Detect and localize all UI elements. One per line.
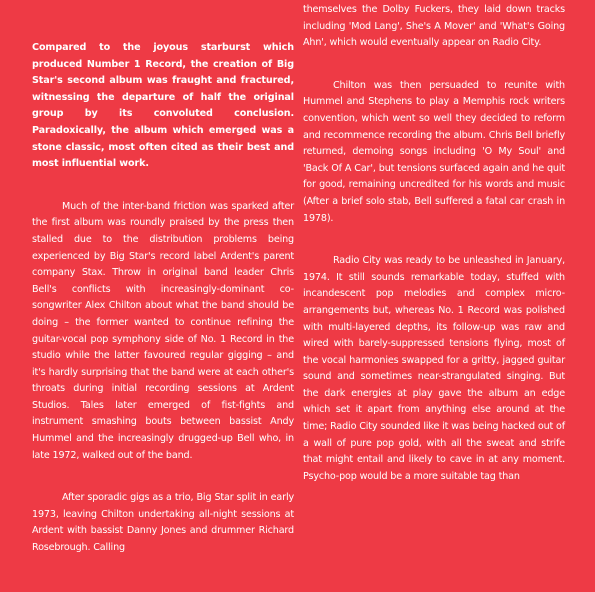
right-column [303, 2, 565, 485]
paragraph-gap [303, 52, 565, 78]
left-column [32, 40, 294, 557]
body-paragraph: Chilton was then persuaded to reunite with Hummel and Stephens to play a Memphis rock writers convention, which went so well they decided to reform and recommence recording the album. Chris Bell briefly returned, demoing songs including 'O My Soul' and 'Back Of A Car', but tensions surfaced again and he quit for good, remaining uncredited for his words and music (After a brief solo stab, Bell suffered a fatal car crash in 1978). [303, 79, 565, 224]
body-paragraph: themselves the Dolby Fuckers, they laid down tracks including 'Mod Lang', She's A Mover' and 'What's Going Ahn', which would eventually appear on Radio City. [303, 4, 565, 49]
paragraph-gap [32, 464, 294, 490]
paragraph-gap [303, 227, 565, 253]
paragraph-gap [32, 173, 294, 199]
body-paragraph: Much of the inter-band friction was sparked after the first album was roundly praised by the press then stalled due to the distribution problems being experienced by Big Star's record label Ardent's parent company Stax. Throw in original band leader Chris Bell's conflicts with increasingly-dominant co-songwriter Alex Chilton about what the band should be doing – the former wanted to continue refining the guitar-vocal pop symphony side of No. 1 Record in the studio while the latter favoured regular gigging – and it's hardly surprising that the band were at each other's throats during initial recording sessions at Ardent Studios. Tales later emerged of fist-fights and instrument smashing bouts between bassist Andy Hummel and the increasingly drugged-up Bell who, in late 1972, walked out of the band. [32, 200, 294, 461]
body-paragraph: After sporadic gigs as a trio, Big Star split in early 1973, leaving Chilton undertaking all-night sessions at Ardent with bassist Danny Jones and drummer Richard Rosebrough. Calling [32, 492, 294, 554]
intro-paragraph: Compared to the joyous starburst which produced Number 1 Record, the creation of Big Star's second album was fraught and fractured, witnessing the departure of half the original group by its convoluted conclusion. Paradoxically, the album which emerged was a stone classic, most often cited as their best and most influential work. [32, 42, 294, 170]
body-paragraph: Radio City was ready to be unleashed in January, 1974. It still sounds remarkable today, stuffed with incandescent pop melodies and complex micro-arrangements but, whereas No. 1 Record was polished with multi-layered depths, its follow-up was raw and wired with barely-suppressed tensions flying, most of the vocal harmonies swapped for a gritty, jagged guitar sound and sometimes near-strangulated singing. But the dark energies at play gave the album an edge which set it apart from anything else around at the time; Radio City sounded like it was being hacked out of a wall of pure pop gold, with all the sweat and strife that might entail and likely to cave in at any moment. Psycho-pop would be a more suitable tag than [303, 255, 565, 482]
